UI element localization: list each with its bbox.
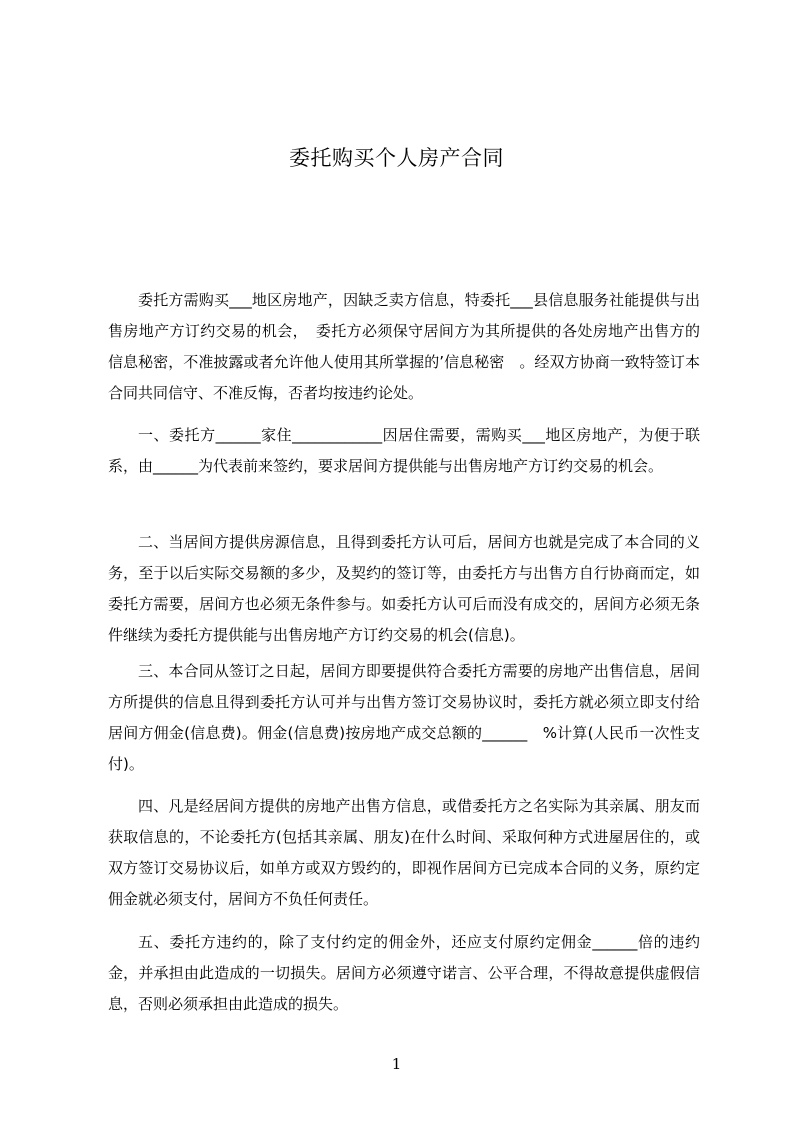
paragraph-clause-5: 五、委托方违约的，除了支付约定的佣金外，还应支付原约定佣金______倍的违约金，并承担由此造成的一切损失。居间方必须遵守诺言、公平合理，不得故意提供虚假信息，否则必须承担由此造成的损失。 bbox=[108, 933, 700, 1013]
paragraph-clause-3: 三、本合同从签订之日起，居间方即要提供符合委托方需要的房地产出售信息，居间方所提供的信息且得到委托方认可并与出售方签订交易协议时，委托方就必须立即支付给居间方佣金(信息费)。佣金(信息费)按房地产成交总额的______ %计算(人民币一次性支付)。 bbox=[108, 662, 700, 773]
paragraph-clause-1: 一、委托方______家住____________因居住需要，需购买___地区房地产，为便于联系，由______为代表前来签约，要求居间方提供能与出售房地产方订约交易的机会。 bbox=[108, 426, 700, 475]
paragraph-clause-2: 二、当居间方提供房源信息，且得到委托方认可后，居间方也就是完成了本合同的义务，至于以后实际交易额的多少，及契约的签订等，由委托方与出售方自行协商而定，如委托方需要，居间方也必须无条件参与。如委托方认可后而没有成交的，居间方必须无条件继续为委托方提供能与出售房地产方订约交易的机会(信息)。 bbox=[108, 533, 700, 644]
paragraph-clause-4: 四、凡是经居间方提供的房地产出售方信息，或借委托方之名实际为其亲属、朋友而获取信息的，不论委托方(包括其亲属、朋友)在什么时间、采取何种方式进屋居住的，或双方签订交易协议后，如单方或双方毁约的，即视作居间方已完成本合同的义务，原约定佣金就必须支付，居间方不负任何责任。 bbox=[108, 797, 700, 908]
paragraph-preamble: 委托方需购买___地区房地产，因缺乏卖方信息，特委托___县信息服务社能提供与出售房地产方订约交易的机会， 委托方必须保守居间方为其所提供的各处房地产出售方的信息秘密，不准披露或者允许他人使用其所掌握的’信息秘密 。经双方协商一致特签订本合同共同信守、不准反悔，否者均按违约论处。 bbox=[108, 291, 700, 402]
page-number: 1 bbox=[391, 1055, 402, 1073]
document-title: 委托购买个人房产合同 bbox=[289, 146, 504, 170]
